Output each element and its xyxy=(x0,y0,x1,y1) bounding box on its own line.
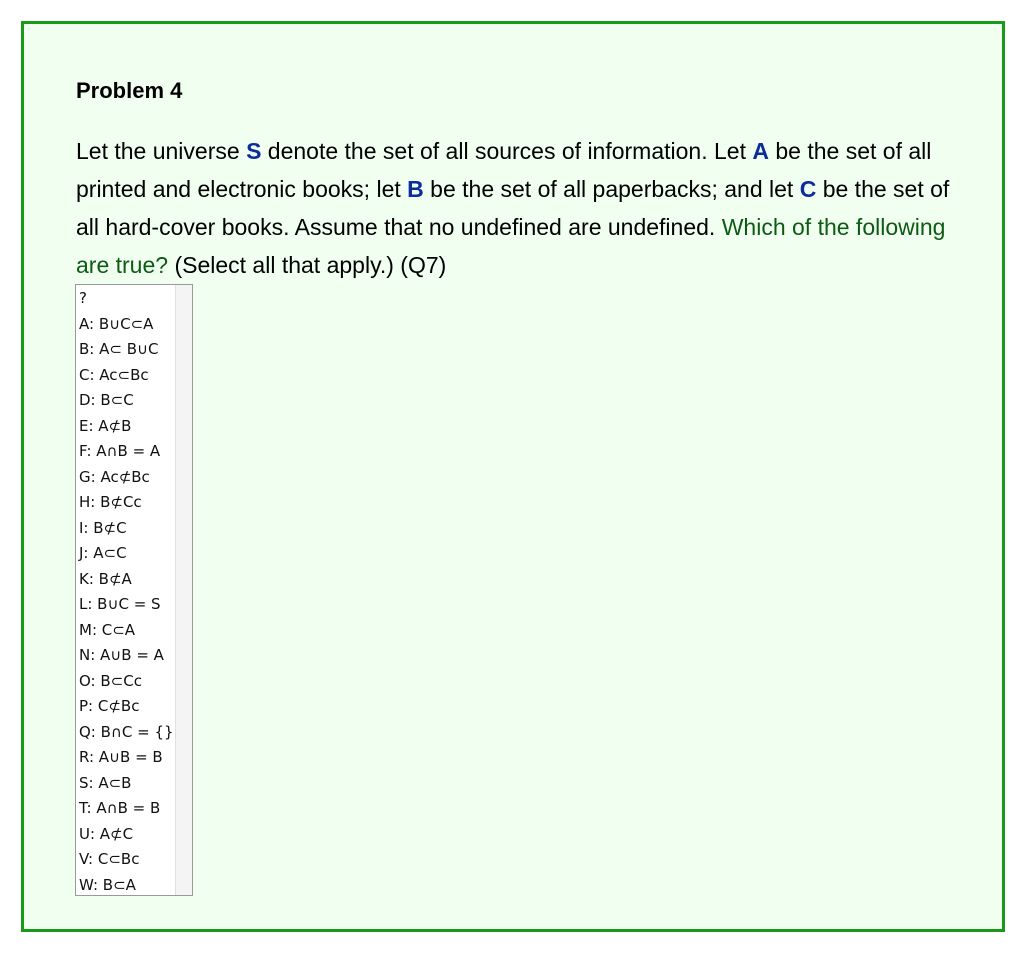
option-placeholder[interactable]: ? xyxy=(79,289,87,307)
variable-s: S xyxy=(246,138,262,164)
option-g[interactable]: G: Ac⊄Bc xyxy=(79,467,150,486)
answer-options xyxy=(76,286,176,896)
statement-text-6: (Select all that apply.) (Q7) xyxy=(168,252,447,278)
variable-b: B xyxy=(407,176,424,202)
option-u[interactable]: U: A⊄C xyxy=(79,824,134,843)
option-n[interactable]: N: A∪B = A xyxy=(79,646,164,664)
statement-text-4: be the set of all paperbacks; and let xyxy=(423,176,800,202)
option-a[interactable]: A: B∪C⊂A xyxy=(79,314,154,333)
problem-panel xyxy=(21,21,1005,932)
option-r[interactable]: R: A∪B = B xyxy=(79,748,163,766)
statement-text-2: denote the set of all sources of information. Let xyxy=(261,138,753,164)
option-l[interactable]: L: B∪C = S xyxy=(79,595,161,613)
option-h[interactable]: H: B⊄Cc xyxy=(79,493,142,511)
option-f[interactable]: F: A∩B = A xyxy=(79,442,161,460)
option-t[interactable]: T: A∩B = B xyxy=(79,799,161,817)
option-j[interactable]: J: A⊂C xyxy=(79,544,127,562)
statement-text-3: be the set of all printed and electronic books; let xyxy=(76,138,932,202)
option-e[interactable]: E: A⊄B xyxy=(79,416,132,435)
option-i[interactable]: I: B⊄C xyxy=(79,518,127,537)
option-b[interactable]: B: A⊂ B∪C xyxy=(79,340,159,358)
statement-text-5: be the set of all hard-cover books. Assume that no undefined are undefined. xyxy=(76,176,950,240)
problem-title: Problem 4 xyxy=(76,78,183,103)
question-prompt: Which of the following are true? xyxy=(76,214,946,278)
list-scrollbar[interactable] xyxy=(175,285,192,895)
option-d[interactable]: D: B⊂C xyxy=(79,391,134,409)
option-m[interactable]: M: C⊂A xyxy=(79,620,136,639)
option-k[interactable]: K: B⊄A xyxy=(79,569,132,588)
statement-text-1: Let the universe xyxy=(76,138,247,164)
option-v[interactable]: V: C⊂Bc xyxy=(79,850,140,868)
option-c[interactable]: C: Ac⊂Bc xyxy=(79,365,149,384)
option-s[interactable]: S: A⊂B xyxy=(79,773,132,792)
option-q[interactable]: Q: B∩C = {} xyxy=(79,722,174,741)
variable-a: A xyxy=(752,138,769,164)
problem-statement xyxy=(76,132,956,284)
option-p[interactable]: P: C⊄Bc xyxy=(79,697,140,715)
variable-c: C xyxy=(799,176,817,202)
answer-select-list[interactable] xyxy=(75,284,193,896)
option-o[interactable]: O: B⊂Cc xyxy=(79,671,142,690)
option-w[interactable]: W: B⊂A xyxy=(79,875,136,894)
